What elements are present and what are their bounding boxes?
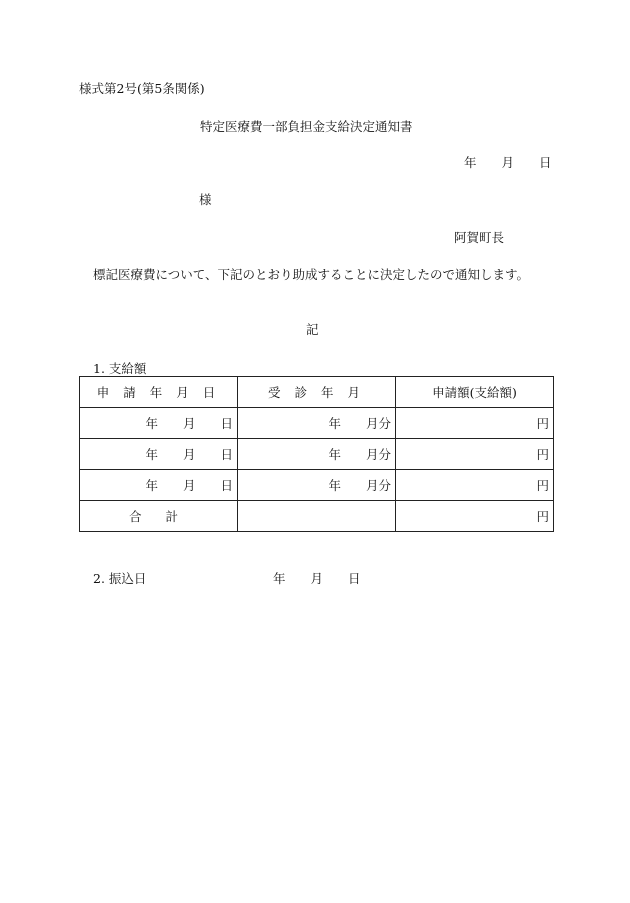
total-row [80, 501, 554, 532]
header-visit-month: 受 診 年 月 [238, 377, 396, 408]
table-header-row [80, 377, 554, 408]
header-application-date: 申 請 年 月 日 [80, 377, 238, 408]
row-date: 年 月 日 [80, 408, 238, 439]
body-text: 標記医療費について、下記のとおり助成することに決定したので通知します。 [93, 267, 530, 282]
row-month: 年 月分 [238, 439, 396, 470]
row-amount: 円 [396, 470, 554, 501]
payment-table [79, 376, 554, 532]
ki-heading: 記 [306, 322, 319, 337]
table-row [80, 470, 554, 501]
row-date: 年 月 日 [80, 439, 238, 470]
section2-label: 2. 振込日 [93, 571, 147, 586]
table-row [80, 408, 554, 439]
row-month: 年 月分 [238, 470, 396, 501]
addressee: 様 [199, 192, 212, 207]
section1-label: 1. 支給額 [93, 361, 147, 376]
issue-date: 年 月 日 [464, 155, 552, 170]
row-month: 年 月分 [238, 408, 396, 439]
document-title: 特定医療費一部負担金支給決定通知書 [200, 119, 413, 134]
table-row [80, 439, 554, 470]
row-amount: 円 [396, 408, 554, 439]
row-amount: 円 [396, 439, 554, 470]
issuer: 阿賀町長 [454, 230, 505, 245]
total-amount: 円 [396, 501, 554, 532]
header-amount: 申請額(支給額) [396, 377, 554, 408]
transfer-date: 年 月 日 [273, 571, 361, 586]
form-number: 様式第2号(第5条関係) [79, 81, 205, 96]
row-date: 年 月 日 [80, 470, 238, 501]
total-month [238, 501, 396, 532]
total-label: 合 計 [80, 501, 238, 532]
